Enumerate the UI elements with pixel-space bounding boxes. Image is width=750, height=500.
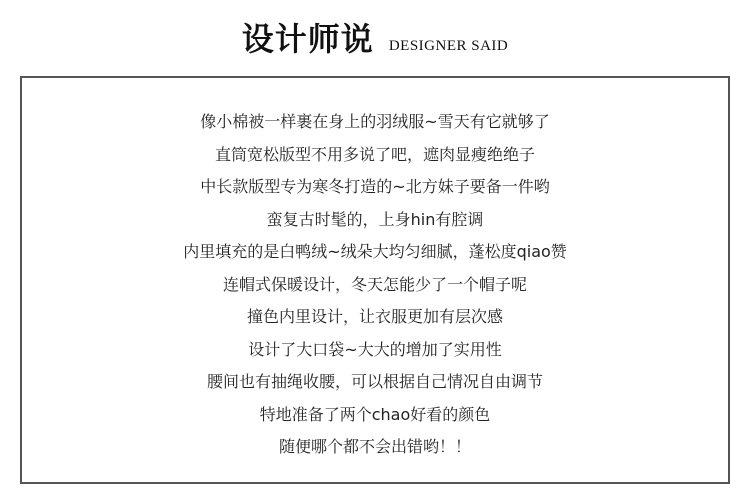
description-line: 中长款版型专为寒冬打造的~北方妹子要备一件哟 <box>200 177 550 196</box>
page-header <box>0 14 750 60</box>
title-english: DESIGNER SAID <box>388 38 509 54</box>
title-chinese: 设计师说 <box>241 20 374 58</box>
description-line: 直筒宽松版型不用多说了吧，遮肉显瘦绝绝子 <box>214 144 535 164</box>
description-line: 随便哪个都不会出错哟！！ <box>278 437 471 456</box>
description-line: 撞色内里设计，让衣服更加有层次感 <box>246 307 503 326</box>
description-box <box>20 76 730 484</box>
description-line: 特地准备了两个chao好看的颜色 <box>259 404 491 424</box>
description-lines <box>22 106 728 464</box>
description-line: 像小棉被一样裹在身上的羽绒服~雪天有它就够了 <box>200 112 550 131</box>
description-line: 内里填充的是白鸭绒~绒朵大均匀细腻，蓬松度qiao赞 <box>183 242 567 261</box>
description-line: 蛮复古时髦的，上身hin有腔调 <box>266 209 484 229</box>
description-line: 腰间也有抽绳收腰，可以根据自己情况自由调节 <box>206 372 543 391</box>
description-line: 设计了大口袋~大大的增加了实用性 <box>248 339 502 359</box>
description-line: 连帽式保暖设计，冬天怎能少了一个帽子呢 <box>222 274 527 294</box>
